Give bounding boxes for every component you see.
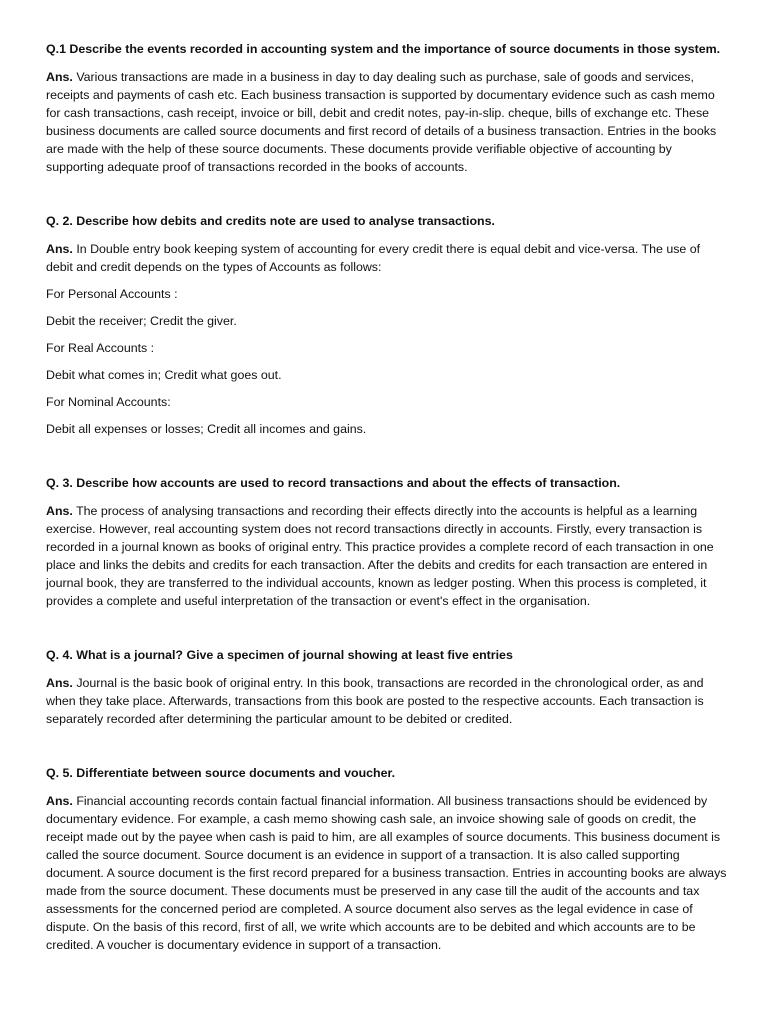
answer-text: The process of analysing transactions and recording their effects directly into the accounts is helpful as a learning exercise. However, real accounting system does not record transactions directly in accounts. Firstly, every transaction is recorded in a journal known as books of original entry. This practice provides a complete record of each transaction in one place and links the debits and credits for each transaction. After the debits and credits for each transaction are entered in journal book, they are transferred to the individual accounts, known as ledger posting. When this process is completed, it provides a complete and useful interpretation of the transaction or event's effect in the organisation. [46, 504, 714, 608]
answer-paragraph [46, 68, 728, 176]
question-title: Q. 5. Differentiate between source documents and voucher. [46, 766, 396, 780]
answer-text: Financial accounting records contain factual financial information. All business transactions should be evidenced by documentary evidence. For example, a cash memo showing cash sale, an invoice showing sale of goods on credit, the receipt made out by the payee when cash is paid to him, are all examples of source documents. This business document is called the source document. Source document is an evidence in support of a transaction. It is also called supporting document. A source document is the first record prepared for a business transaction. Entries in accounting books are always made from the source document. These documents must be preserved in any case till the audit of the accounts and tax assessments for the concerned period are completed. A source document also serves as the legal evidence in case of dispute. On the basis of this record, first of all, we write which accounts are to be debited and which accounts are to be credited. A voucher is documentary evidence in support of a transaction. [46, 794, 727, 952]
question-1 [46, 40, 728, 176]
answer-line: For Real Accounts : [46, 341, 155, 355]
answer-label: Ans. [46, 676, 73, 690]
question-title: Q. 4. What is a journal? Give a specimen of journal showing at least five entries [46, 648, 513, 662]
answer-line: For Nominal Accounts: [46, 395, 171, 409]
answer-text: Journal is the basic book of original entry. In this book, transactions are recorded in the chronological order, as and when they take place. Afterwards, transactions from this book are posted to the respective accounts. Each transaction is separately recorded after determining the particular amount to be debited or credited. [46, 676, 704, 726]
section-gap [46, 728, 728, 764]
question-3 [46, 474, 728, 610]
question-5 [46, 764, 728, 954]
answer-label: Ans. [46, 70, 73, 84]
answer-line: For Personal Accounts : [46, 287, 178, 301]
answer-text: Various transactions are made in a business in day to day dealing such as purchase, sale of goods and services, receipts and payments of cash etc. Each business transaction is supported by documentary evidence such as cash memo for cash transactions, cash receipt, invoice or bill, debit and credit notes, pay-in-slip. cheque, bills of exchange etc. These business documents are called source documents and first record of details of a business transaction. Entries in the books are made with the help of these source documents. These documents provide verifiable objective of accounting by supporting adequate proof of transactions recorded in the books of accounts. [46, 70, 717, 174]
section-gap [46, 438, 728, 474]
answer-text: In Double entry book keeping system of accounting for every credit there is equal debit and vice-versa. The use of debit and credit depends on the types of Accounts as follows: [46, 242, 701, 274]
section-gap [46, 176, 728, 212]
question-title: Q. 2. Describe how debits and credits note are used to analyse transactions. [46, 214, 495, 228]
question-4 [46, 646, 728, 728]
answer-paragraph [46, 674, 728, 728]
answer-paragraph [46, 240, 728, 276]
answer-line: Debit the receiver; Credit the giver. [46, 314, 237, 328]
answer-label: Ans. [46, 242, 73, 256]
answer-label: Ans. [46, 504, 73, 518]
section-gap [46, 610, 728, 646]
question-title: Q.1 Describe the events recorded in accounting system and the importance of source documents in those system. [46, 42, 721, 56]
question-2 [46, 212, 728, 438]
answer-paragraph [46, 792, 728, 954]
answer-line: Debit all expenses or losses; Credit all incomes and gains. [46, 422, 367, 436]
answer-paragraph [46, 502, 728, 610]
answer-line: Debit what comes in; Credit what goes out. [46, 368, 282, 382]
question-title: Q. 3. Describe how accounts are used to record transactions and about the effects of transaction. [46, 476, 621, 490]
answer-label: Ans. [46, 794, 73, 808]
